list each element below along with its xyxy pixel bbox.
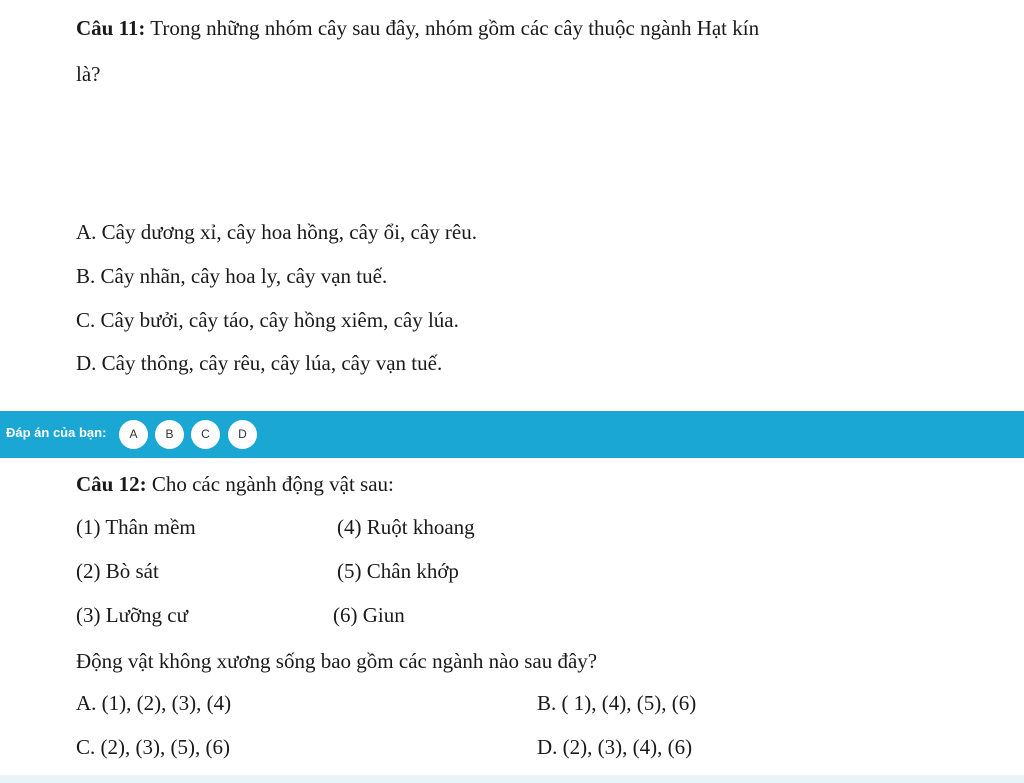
question-11-stem-continued: là? (76, 62, 101, 86)
answer-label: Đáp án của bạn: (6, 425, 107, 440)
question-11-text: Trong những nhóm cây sau đây, nhóm gồm các cây thuộc ngành Hạt kín (145, 16, 760, 40)
question-12-option-c: C. (2), (3), (5), (6) (76, 735, 230, 759)
phylum-item: (4) Ruột khoang (337, 515, 475, 539)
question-12-stem (76, 471, 394, 497)
question-12-prompt: Động vật không xương sống bao gồm các ngành nào sau đây? (76, 649, 598, 673)
phylum-item: (2) Bò sát (76, 559, 159, 583)
question-11-label: Câu 11: (76, 16, 146, 40)
answer-choice-d[interactable]: D (228, 420, 257, 449)
question-11-option-b: B. Cây nhãn, cây hoa ly, cây vạn tuế. (76, 264, 388, 288)
question-11-option-d: D. Cây thông, cây rêu, cây lúa, cây vạn tuế. (76, 351, 443, 375)
question-11-option-a: A. Cây dương xỉ, cây hoa hồng, cây ổi, cây rêu. (76, 220, 477, 244)
answer-bar (0, 411, 1024, 458)
bottom-divider (0, 775, 1024, 783)
question-11-stem (76, 15, 759, 41)
answer-choice-b[interactable]: B (155, 420, 184, 449)
question-11-option-c: C. Cây bưởi, cây táo, cây hồng xiêm, cây lúa. (76, 308, 459, 332)
question-12-option-b: B. ( 1), (4), (5), (6) (537, 691, 697, 715)
answer-choice-c[interactable]: C (191, 420, 220, 449)
question-12-option-d: D. (2), (3), (4), (6) (537, 735, 693, 759)
question-12-label: Câu 12: (76, 472, 147, 496)
phylum-item: (6) Giun (333, 603, 405, 627)
answer-choice-a[interactable]: A (119, 420, 148, 449)
question-12-text: Cho các ngành động vật sau: (146, 472, 394, 496)
phylum-item: (5) Chân khớp (337, 559, 459, 583)
phylum-item: (1) Thân mềm (76, 515, 196, 539)
question-12-option-a: A. (1), (2), (3), (4) (76, 691, 232, 715)
phylum-item: (3) Lưỡng cư (76, 603, 189, 627)
